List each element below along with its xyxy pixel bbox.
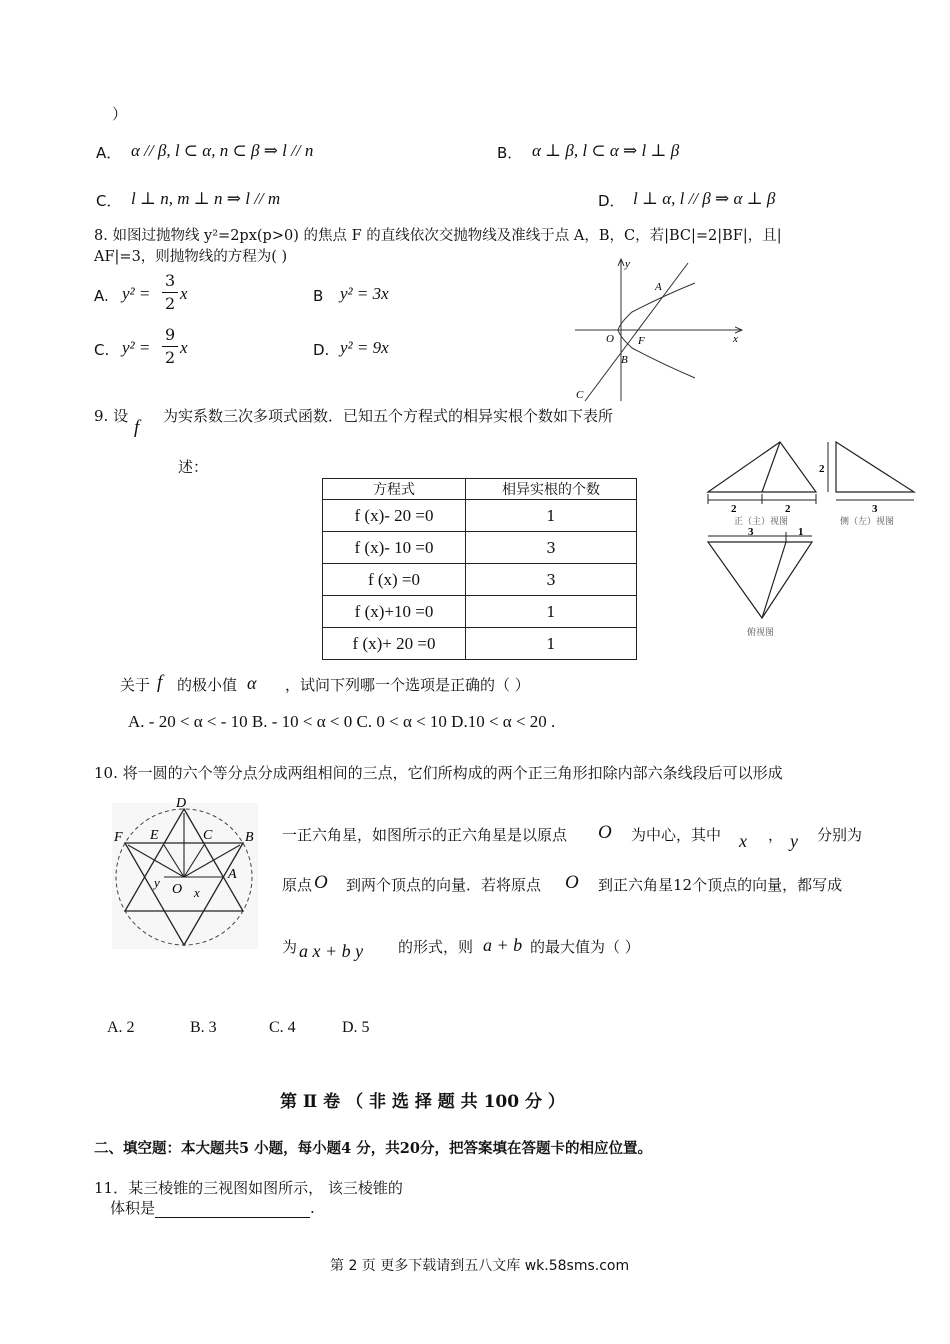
q9-stem-line1: 为实系数三次多项式函数．已知五个方程式的相异实根个数如下表所 [163, 407, 614, 425]
hexagram-figure [110, 795, 260, 950]
front-view [708, 442, 816, 526]
side-view [819, 442, 914, 526]
q8-option-a-numerator: 3 [165, 271, 176, 290]
q7-option-a: α // β, l ⊂ α, n ⊂ β ⇒ l // n [131, 141, 314, 160]
label-x: x [194, 885, 200, 900]
focal-line [585, 263, 688, 401]
count-cell: 1 [466, 596, 637, 628]
q8-option-b: y² = 3x [340, 284, 389, 303]
equation-cell: f (x) =0 [323, 564, 466, 596]
label-O: O [606, 333, 614, 345]
front-dim-left: 2 [731, 503, 737, 515]
q10-option-c: C. 4 [269, 1019, 296, 1036]
q10-line3-O2: O [565, 872, 579, 893]
part2-title: 第 Ⅱ 卷 （ 非 选 择 题 共 100 分 ） [280, 1092, 565, 1112]
top-view-label: 俯视图 [747, 627, 775, 637]
q10-line2-x: x [739, 831, 747, 851]
top-dim-right: 1 [798, 526, 804, 538]
label-y: y [154, 875, 160, 890]
top-dim-left: 3 [748, 526, 754, 538]
q9-options: A. - 20 < α < - 10 B. - 10 < α < 0 C. 0 < α < 10 D.10 < α < 20 . [128, 712, 556, 731]
q7-option-d-label: D． [598, 192, 625, 210]
q11-line1: 11．某三棱锥的三视图如图所示， 该三棱锥的 [94, 1179, 403, 1197]
front-view-label: 正（主）视图 [734, 516, 789, 526]
table-row [323, 596, 637, 628]
label-D: D [176, 796, 187, 811]
q10-line4-ab: a + b [483, 935, 523, 955]
q7-option-b-label: B． [497, 144, 523, 162]
q10-line3-b: 到两个顶点的向量．若将原点 [346, 876, 542, 894]
q11-line2 [110, 1198, 315, 1218]
q7-option-c-label: C． [96, 192, 122, 210]
front-dim-right: 2 [785, 503, 791, 515]
q8-option-a-lhs: y² = [122, 284, 151, 303]
q8-option-c-label: C. [94, 341, 110, 359]
label-O: O [172, 882, 183, 897]
q9-ask-c: ，试问下列哪一个选项是正确的（ ） [285, 676, 530, 694]
side-dim-base: 3 [872, 503, 878, 515]
side-view-label: 侧（左）视图 [840, 516, 895, 526]
equation-cell: f (x)+ 20 =0 [323, 628, 466, 660]
equation-cell: f (x)- 10 =0 [323, 532, 466, 564]
fraction-bar [162, 346, 178, 347]
q8-option-a-label: A. [94, 287, 109, 305]
section-heading: 二、填空题：本大题共5 小题，每小题4 分，共20分，把答案填在答题卡的相应位置。 [94, 1140, 652, 1157]
q10-option-b: B. 3 [190, 1019, 217, 1036]
q10-line4-expr: a x + b y [299, 941, 364, 961]
side-dim-height: 2 [819, 463, 825, 475]
label-F: F [114, 830, 123, 845]
three-views-figure [700, 436, 922, 642]
table-row [323, 628, 637, 660]
q7-option-d: l ⊥ α, l // β ⇒ α ⊥ β [633, 189, 776, 208]
q7-option-a-label: A． [96, 144, 122, 162]
count-cell: 3 [466, 532, 637, 564]
q11-line2-text: 体积是 [110, 1199, 156, 1217]
q10-line4-b: 的形式，则 [398, 938, 474, 956]
q9-ask-alpha: α [247, 673, 257, 693]
q10-line4-c: 的最大值为（ ） [530, 938, 640, 956]
q10-line2-b: 为中心，其中 [631, 826, 722, 844]
count-cell: 3 [466, 564, 637, 596]
label-y: y [625, 258, 630, 270]
q8-option-d-label: D. [313, 341, 330, 359]
page-footer: 第 2 页 更多下载请到五八文库 wk.58sms.com [330, 1258, 630, 1274]
q10-line3-c: 到正六角星12个顶点的向量，都写成 [598, 876, 843, 894]
q8-option-a-denominator: 2 [165, 294, 176, 313]
q8-stem-line1: 8. 如图过抛物线 y²=2px(p>0) 的焦点 F 的直线依次交抛物线及准线于点 A，B，C，若|BC|=2|BF|，且| [94, 228, 782, 244]
q8-stem-line2: AF|=3，则抛物线的方程为( ) [94, 249, 288, 265]
top-view [708, 526, 812, 637]
fraction-bar [162, 292, 178, 293]
label-F: F [638, 335, 645, 347]
label-E: E [150, 828, 159, 843]
q7-option-b: α ⊥ β, l ⊂ α ⇒ l ⊥ β [532, 141, 680, 160]
label-x: x [733, 333, 738, 345]
q10-line2-y: y [790, 831, 798, 851]
q10-line3-O: O [314, 872, 328, 893]
q8-option-c-denominator: 2 [165, 348, 176, 367]
q7-option-c: l ⊥ n, m ⊥ n ⇒ l // m [131, 189, 281, 208]
table-header: 方程式 [323, 479, 466, 500]
label-A: A [655, 281, 662, 293]
table-header-row [323, 479, 637, 500]
q9-stem-line2: 述： [178, 458, 209, 476]
table-header: 相异实根的个数 [466, 479, 637, 500]
q8-option-c-var: x [180, 338, 188, 357]
q9-ask-a: 关于 [120, 676, 151, 694]
q10-line2-a: 一正六角星，如图所示的正六角星是以原点 [282, 826, 568, 844]
q10-option-d: D. 5 [342, 1019, 370, 1036]
q10-line3-a: 原点 [282, 876, 313, 894]
q10-line2-comma: ， [768, 826, 784, 844]
q7-tail: ） [112, 105, 128, 123]
q8-option-c-lhs: y² = [122, 338, 151, 357]
table-row [323, 564, 637, 596]
count-cell: 1 [466, 500, 637, 532]
table-row [323, 532, 637, 564]
q9-ask-b: 的极小值 [177, 676, 238, 694]
table-row [323, 500, 637, 532]
label-C: C [576, 389, 584, 401]
q10-line4-a: 为 [282, 938, 298, 956]
q8-option-b-label: B [313, 287, 324, 305]
q10-option-a: A. 2 [107, 1019, 135, 1036]
q8-option-d: y² = 9x [340, 338, 389, 357]
q8-option-a-var: x [180, 284, 188, 303]
label-C: C [203, 828, 213, 843]
answer-blank [155, 1203, 310, 1218]
label-B: B [245, 830, 254, 845]
q11-end: . [310, 1199, 315, 1217]
q9-f: f [134, 417, 140, 438]
label-A: A [228, 867, 237, 882]
q8-option-c-numerator: 9 [165, 325, 176, 344]
roots-table [322, 478, 637, 660]
q10-stem-line1: 10. 将一圆的六个等分点分成两组相间的三点，它们所构成的两个正三角形扣除内部六条线段后可以形成 [94, 764, 783, 782]
q9-ask-f: f [157, 672, 163, 693]
count-cell: 1 [466, 628, 637, 660]
q10-line2-c: 分别为 [817, 826, 863, 844]
equation-cell: f (x)+10 =0 [323, 596, 466, 628]
q10-line2-O: O [598, 822, 612, 843]
q9-lead: 9. 设 [94, 407, 129, 425]
equation-cell: f (x)- 20 =0 [323, 500, 466, 532]
label-B: B [621, 354, 628, 366]
parabola-figure [570, 255, 750, 403]
